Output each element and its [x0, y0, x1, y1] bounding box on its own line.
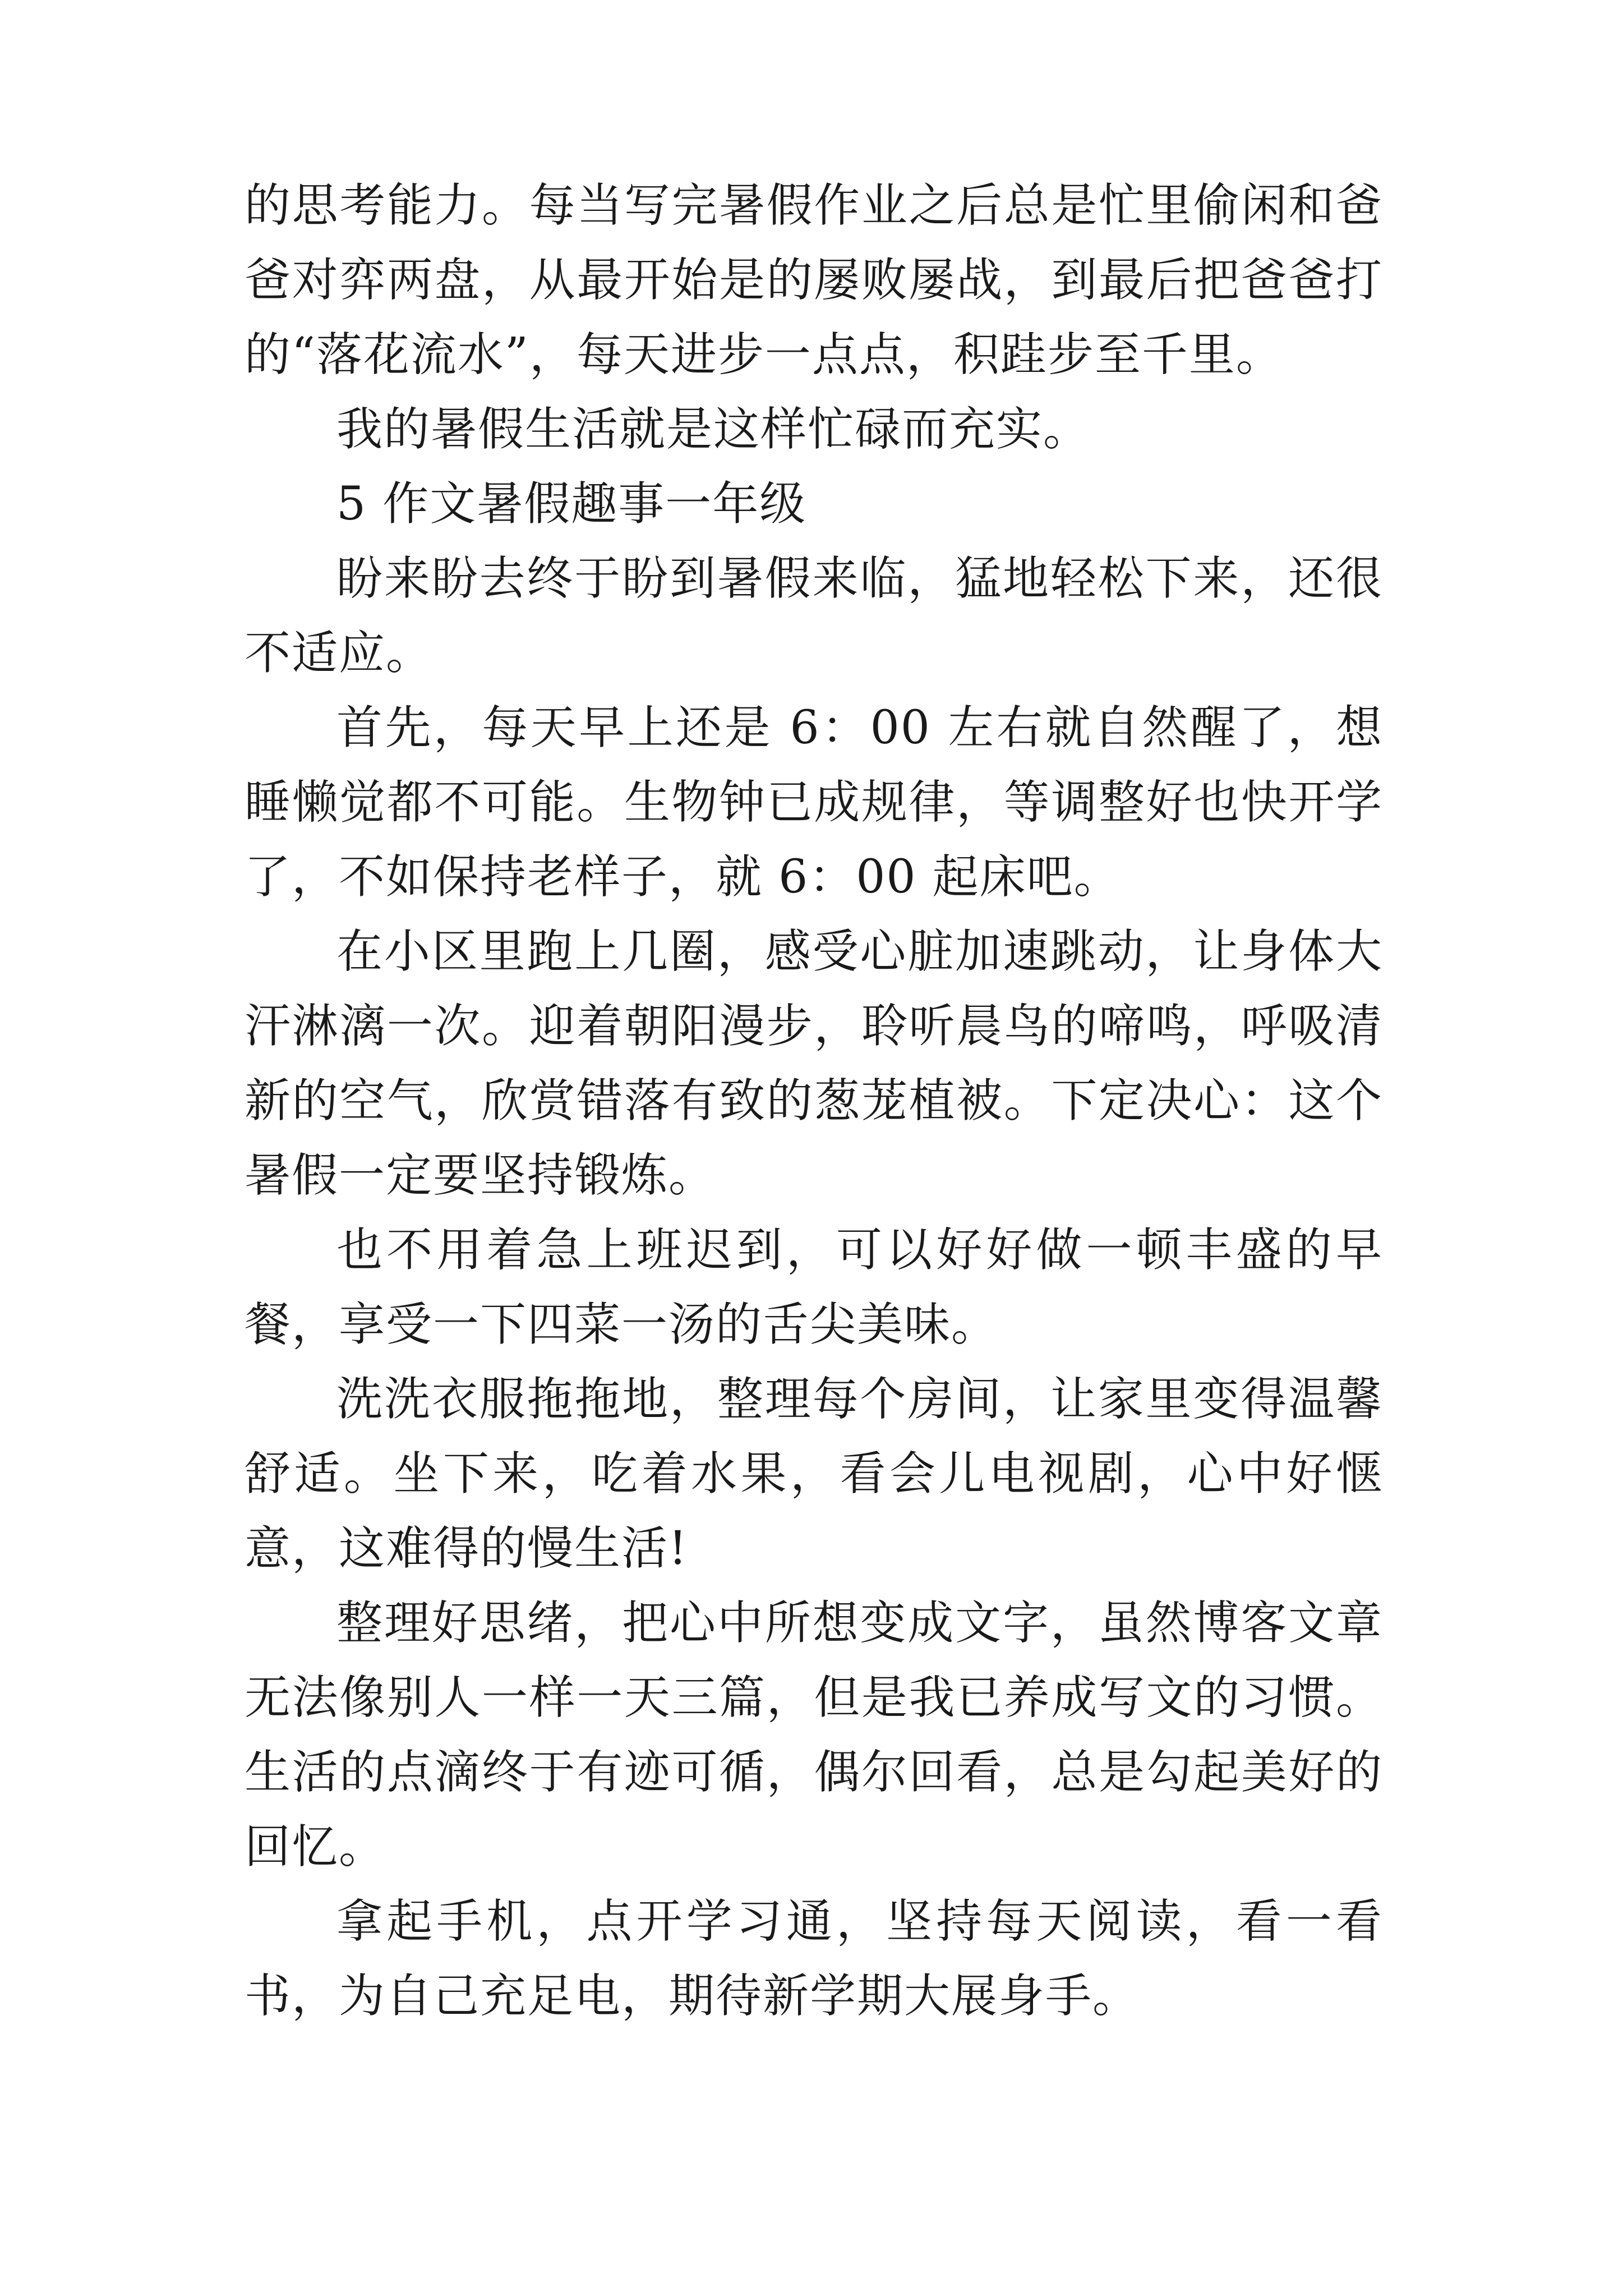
paragraph: 首先，每天早上还是 6：00 左右就自然醒了，想睡懒觉都不可能。生物钟已成规律，等调整好也快开学了，不如保持老样子，就 6：00 起床吧。 [245, 701, 1383, 904]
paragraph-continuation: 的思考能力。每当写完暑假作业之后总是忙里偷闲和爸爸对弈两盘，从最开始是的屡败屡战，到最后把爸爸打的“落花流水”，每天进步一点点，积跬步至千里。 [245, 179, 1383, 381]
paragraph: 我的暑假生活就是这样忙碌而充实。 [336, 403, 1091, 456]
paragraph: 在小区里跑上几圈，感受心脏加速跳动，让身体大汗淋漓一次。迎着朝阳漫步，聆听晨鸟的啼鸣，呼吸清新的空气，欣赏错落有致的葱茏植被。下定决心：这个暑假一定要坚持锻炼。 [245, 925, 1383, 1202]
paragraph: 盼来盼去终于盼到暑假来临，猛地轻松下来，还很不适应。 [245, 552, 1383, 680]
paragraph: 洗洗衣服拖拖地，整理每个房间，让家里变得温馨舒适。坐下来，吃着水果，看会儿电视剧，心中好惬意，这难得的慢生活! [245, 1373, 1383, 1575]
paragraph: 整理好思绪，把心中所想变成文字，虽然博客文章无法像别人一样一天三篇，但是我已养成写文的习惯。生活的点滴终于有迹可循，偶尔回看，总是勾起美好的回忆。 [245, 1596, 1383, 1874]
paragraph: 拿起手机，点开学习通，坚持每天阅读，看一看书，为自己充足电，期待新学期大展身手。 [245, 1895, 1383, 2023]
section-heading: 5 作文暑假趣事一年级 [336, 477, 807, 531]
document-body [245, 168, 1383, 2033]
paragraph: 也不用着急上班迟到，可以好好做一顿丰盛的早餐，享受一下四菜一汤的舌尖美味。 [245, 1223, 1383, 1351]
